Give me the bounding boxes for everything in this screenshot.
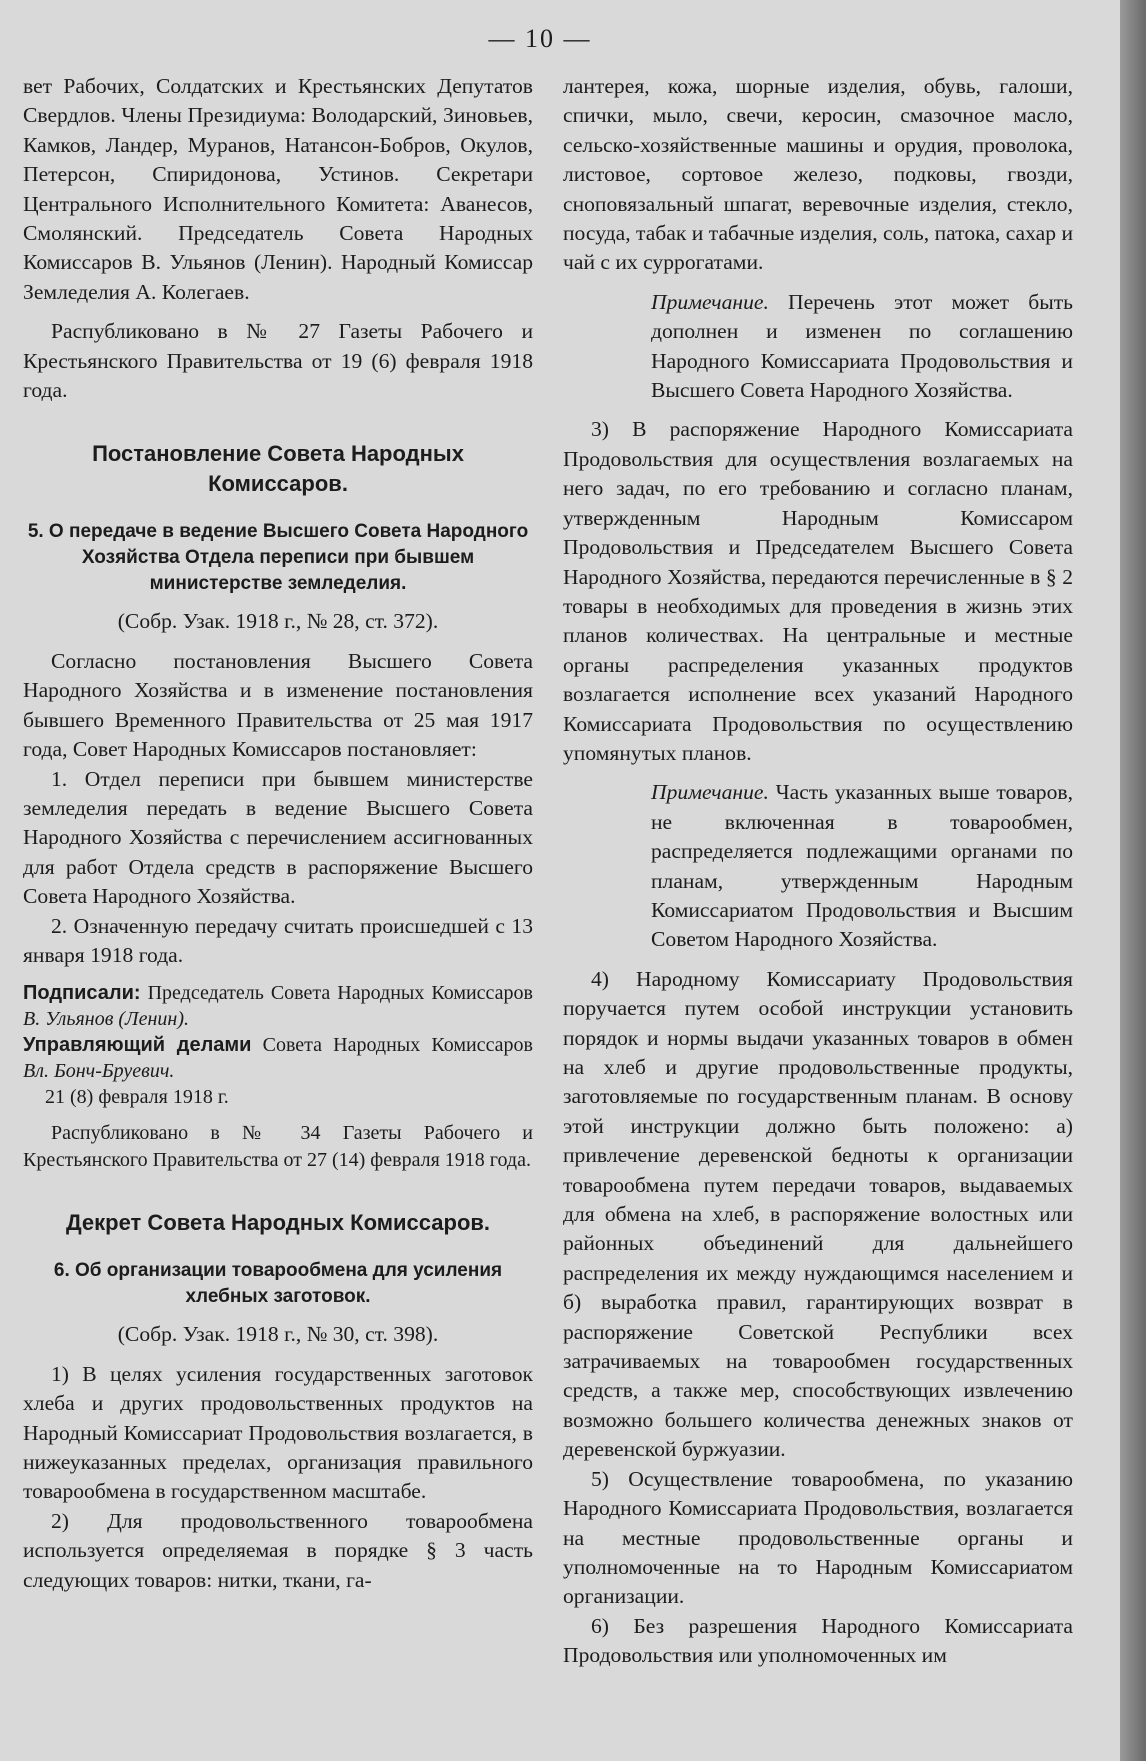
note-2-text: Часть указанных выше товаров, не включенная в товарообмен, распределяется подлежащими органами по планам, утвержденным Народным Комиссариатом Продовольствия и Высшим Советом Народного Хозяйства. bbox=[651, 780, 1073, 952]
note-2-label: Примечание. bbox=[651, 780, 769, 805]
paragraph-3: 3) В распоряжение Народного Комиссариата Продовольствия для осуществления возлагаемых на него задач, по его требованию и согласно планам, утвержденным Народным Комиссаром Продовольствия и Председателем Высшего Совета Народного Хозяйства, передаются перечисленные в § 2 товары в необходимых для проведения в жизнь этих планов количествах. На центральные и местные органы распределения указанных продуктов возлагается исполнение всех указаний Народного Комиссариата Продовольствия по осуществлению упомянутых планов. bbox=[563, 417, 1073, 765]
resolution-heading: Постановление Совета Народных Комиссаров. bbox=[92, 441, 464, 497]
paragraph-6: 6) Без разрешения Народного Комиссариата Продовольствия или уполномоченных им bbox=[563, 1613, 1073, 1668]
publication-note: Распубликовано в № 27 Газеты Рабочего и Крестьянского Правительства от 19 (6) февраля 1918 года. bbox=[23, 319, 533, 403]
page-number: — 10 — bbox=[488, 24, 592, 53]
page-edge bbox=[1120, 0, 1146, 1761]
item-6-title: 6. Об организации товарообмена для усиления хлебных заготовок. bbox=[53, 1260, 503, 1308]
signatory-1-name: В. Ульянов (Ленин). bbox=[23, 1008, 189, 1031]
item-6-paragraph-1: 1) В целях усиления государственных заготовок хлеба и других продовольственных продуктов на Народный Комиссариат Продовольствия возлагается, в нижеуказанных пределах, организация правильного товарообмена в государственном масштабе. bbox=[23, 1361, 533, 1504]
signatory-2-label: Управляющий делами bbox=[23, 1034, 252, 1057]
signature-date: 21 (8) февраля 1918 г. bbox=[45, 1086, 229, 1109]
continuation-text-right: лантерея, кожа, шорные изделия, обувь, галоши, спички, мыло, свечи, керосин, смазочное масло, сельско-хозяйственные машины и орудия, проволока, листовое, сортовое железо, подковы, гвозди, сноповязальный шпагат, веревочные изделия, стекло, посуда, табак и табачные изделия, соль, патока, сахар и чай с их суррогатами. bbox=[563, 74, 1073, 275]
signatures-block bbox=[23, 980, 533, 1110]
right-column bbox=[563, 72, 1073, 1671]
item-5-title: 5. О передаче в ведение Высшего Совета Народного Хозяйства Отдела переписи при бывшем министерстве земледелия. bbox=[27, 521, 529, 595]
signed-label: Подписали: bbox=[23, 982, 141, 1005]
continuation-text: вет Рабочих, Солдатских и Крестьянских Депутатов Свердлов. Члены Президиума: Володарский, Зиновьев, Камков, Ландер, Муранов, Натансон-Бобров, Окулов, Петерсон, Спиридонова, Устинов. Секретари Центрального Исполнительного Комитета: Аванесов, Смолянский. Председатель Совета Народных Комиссаров В. Ульянов (Ленин). Народный Комиссар Земледелия А. Колегаев. bbox=[23, 74, 533, 304]
item-5-preamble: Согласно постановления Высшего Совета Народного Хозяйства и в изменение постановления бывшего Временного Правительства от 25 мая 1917 года, Совет Народных Комиссаров постановляет: bbox=[23, 648, 533, 762]
note-1 bbox=[563, 288, 1073, 406]
item-5-paragraph-2: 2. Означенную передачу считать происшедшей с 13 января 1918 года. bbox=[23, 913, 533, 967]
paragraph-5: 5) Осуществление товарообмена, по указанию Народного Комиссариата Продовольствия, возлагается на местные продовольственные органы и уполномоченные на то Народным Комиссариатом организации. bbox=[563, 1466, 1073, 1609]
paragraph-4: 4) Народному Комиссариату Продовольствия поручается путем особой инструкции установить порядок и нормы выдачи указанных товаров в обмен на хлеб и другие продовольственные продукты, заготовляемые по государственным планам. В основу этой инструкции должно быть положено: а) привлечение деревенской бедноты к организации товарообмена путем передачи товаров, выдаваемых для обмена на хлеб, в распоряжение волостных или районных объединений для дальнейшего распределения их между нуждающимся населением и б) выработка правил, гарантирующих возврат в распоряжение Советской Республики всех затрачиваемых на товарообмен государственных средств, а также мер, способствующих извлечению возможно большего количества денежных знаков от деревенской буржуазии. bbox=[563, 966, 1073, 1462]
item-6-paragraph-2: 2) Для продовольственного товарообмена используется определяемая в порядке § 3 часть следующих товаров: нитки, ткани, га- bbox=[23, 1508, 533, 1592]
note-1-text: Перечень этот может быть дополнен и изменен по соглашению Народного Комиссариата Продовольствия и Высшего Совета Народного Хозяйства. bbox=[651, 289, 1073, 403]
signatory-1-title: Председатель Совета Народных Комиссаров bbox=[147, 982, 534, 1005]
note-1-label: Примечание. bbox=[651, 289, 769, 314]
item-5-source: (Собр. Узак. 1918 г., № 28, ст. 372). bbox=[117, 609, 439, 634]
publication-note-2: Распубликовано в № 34 Газеты Рабочего и Крестьянского Правительства от 27 (14) февраля 1918 года. bbox=[23, 1122, 533, 1172]
item-6-source: (Собр. Узак. 1918 г., № 30, ст. 398). bbox=[117, 1322, 439, 1347]
item-5-paragraph-1: 1. Отдел переписи при бывшем министерстве земледелия передать в ведение Высшего Совета Народного Хозяйства с перечислением ассигнованных для работ Отдела средств в распоряжение Высшего Совета Народного Хозяйства. bbox=[23, 766, 533, 909]
decree-heading: Декрет Совета Народных Комиссаров. bbox=[65, 1210, 491, 1236]
note-2 bbox=[563, 778, 1073, 954]
left-column bbox=[23, 72, 533, 1595]
signatory-2-title: Совета Народных Комиссаров bbox=[262, 1034, 534, 1057]
signatory-2-name: Вл. Бонч-Бруевич. bbox=[23, 1060, 175, 1083]
